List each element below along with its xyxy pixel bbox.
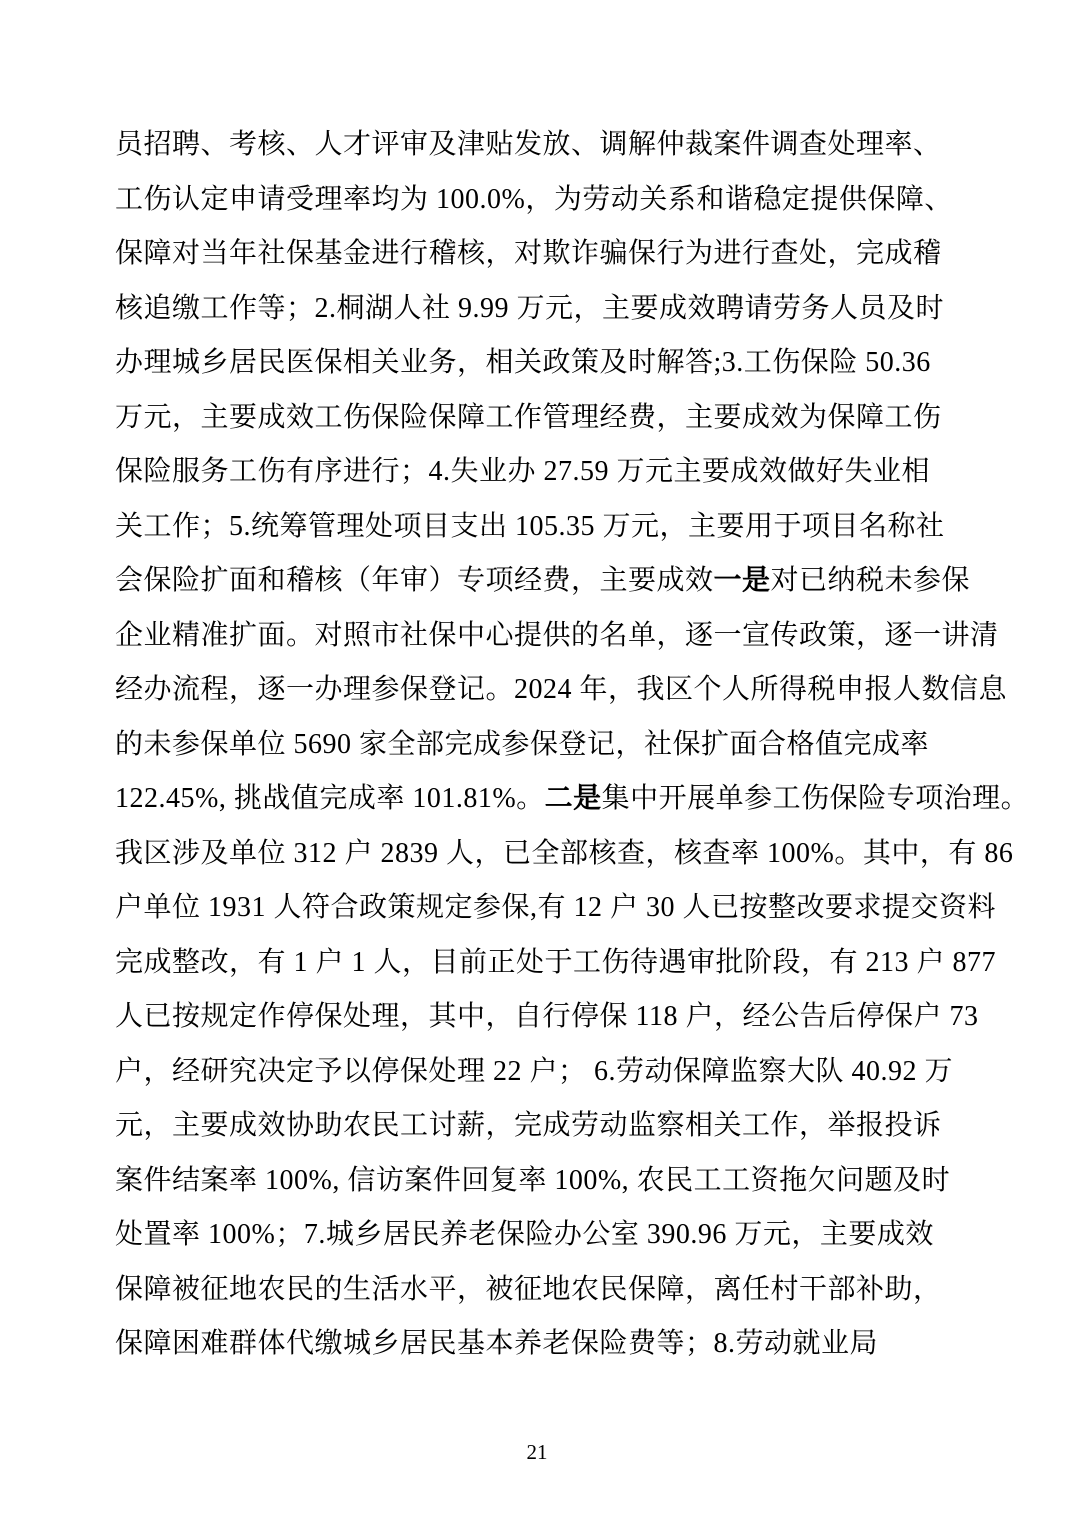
text-segment: 完成整改，有 1 户 1 人，目前正处于工伤待遇审批阶段，有 213 户 877: [115, 946, 997, 978]
text-line: [115, 609, 999, 664]
text-segment: 户，经研究决定予以停保处理 22 户； 6.劳动保障监察大队 40.92 万: [115, 1055, 954, 1087]
text-line: [115, 554, 971, 609]
text-line: [115, 1045, 965, 1100]
text-segment: 核追缴工作等；2.桐湖人社 9.99 万元，主要成效聘请劳务人员及时: [115, 292, 945, 324]
text-segment: 办理城乡居民医保相关业务，相关政策及时解答;3.工伤保险 50.36: [115, 347, 931, 378]
text-line: [115, 936, 997, 991]
text-line: [115, 1317, 965, 1372]
text-segment: 处置率 100%；7.城乡居民养老保险办公室 390.96 万元，主要成效: [115, 1219, 934, 1250]
text-segment: 企业精准扩面。对照市社保中心提供的名单，逐一宣传政策，逐一讲清: [115, 619, 999, 651]
text-segment: 122.45%, 挑战值完成率 101.81%。: [115, 783, 545, 814]
text-line: [115, 663, 1008, 718]
text-segment: 户单位 1931 人符合政策规定参保,有 12 户 30 人已按整改要求提交资料: [115, 892, 997, 923]
text-segment: 对已纳税未参保: [770, 565, 971, 596]
text-segment: 保障对当年社保基金进行稽核，对欺诈骗保行为进行查处，完成稽: [115, 238, 942, 269]
text-line: [115, 173, 965, 228]
text-segment: 保障被征地农民的生活水平，被征地农民保障，离任村干部补助，: [115, 1273, 942, 1305]
text-line: [115, 718, 965, 773]
bold-text-segment: 一是: [713, 565, 771, 596]
text-segment: 经办流程，逐一办理参保登记。2024 年，我区个人所得税申报人数信息: [115, 674, 1008, 705]
text-segment: 人已按规定作停保处理，其中，自行停保 118 户，经公告后停保户 73: [115, 1001, 979, 1032]
text-line: [115, 500, 965, 555]
page-number: 21: [526, 1440, 548, 1464]
text-line: [115, 772, 1030, 827]
text-segment: 万元，主要成效工伤保险保障工作管理经费，主要成效为保障工伤: [115, 401, 942, 433]
bold-text-segment: 二是: [544, 783, 602, 814]
text-segment: 会保险扩面和稽核（年审）专项经费，主要成效: [115, 565, 714, 596]
text-line: [115, 227, 965, 282]
text-segment: 集中开展单参工伤保险专项治理。: [601, 783, 1030, 814]
text-line: [115, 1154, 965, 1209]
text-line: [115, 391, 965, 446]
text-line: [115, 1263, 965, 1318]
text-line: [115, 1208, 965, 1263]
text-line: [115, 990, 979, 1045]
text-line: [115, 827, 1014, 882]
text-segment: 员招聘、考核、人才评审及津贴发放、调解仲裁案件调查处理率、: [115, 129, 942, 160]
text-segment: 的未参保单位 5690 家全部完成参保登记，社保扩面合格值完成率: [115, 728, 930, 760]
text-segment: 保障困难群体代缴城乡居民基本养老保险费等；8.劳动就业局: [115, 1328, 879, 1359]
text-line: [115, 881, 997, 936]
text-segment: 元，主要成效协助农民工讨薪，完成劳动监察相关工作，举报投诉: [115, 1110, 942, 1141]
text-segment: 关工作；5.统筹管理处项目支出 105.35 万元，主要用于项目名称社: [115, 510, 945, 542]
text-line: [115, 118, 965, 173]
text-line: [115, 445, 965, 500]
text-line: [115, 1099, 965, 1154]
document-body: [115, 118, 1030, 1372]
text-line: [115, 282, 965, 337]
text-segment: 保险服务工伤有序进行；4.失业办 27.59 万元主要成效做好失业相: [115, 456, 931, 487]
text-segment: 我区涉及单位 312 户 2839 人，已全部核查，核查率 100%。其中，有 86: [115, 837, 1014, 869]
text-segment: 案件结案率 100%, 信访案件回复率 100%, 农民工工资拖欠问题及时: [115, 1164, 951, 1196]
text-segment: 工伤认定申请受理率均为 100.0%，为劳动关系和谐稳定提供保障、: [115, 183, 953, 215]
text-line: [115, 336, 965, 391]
